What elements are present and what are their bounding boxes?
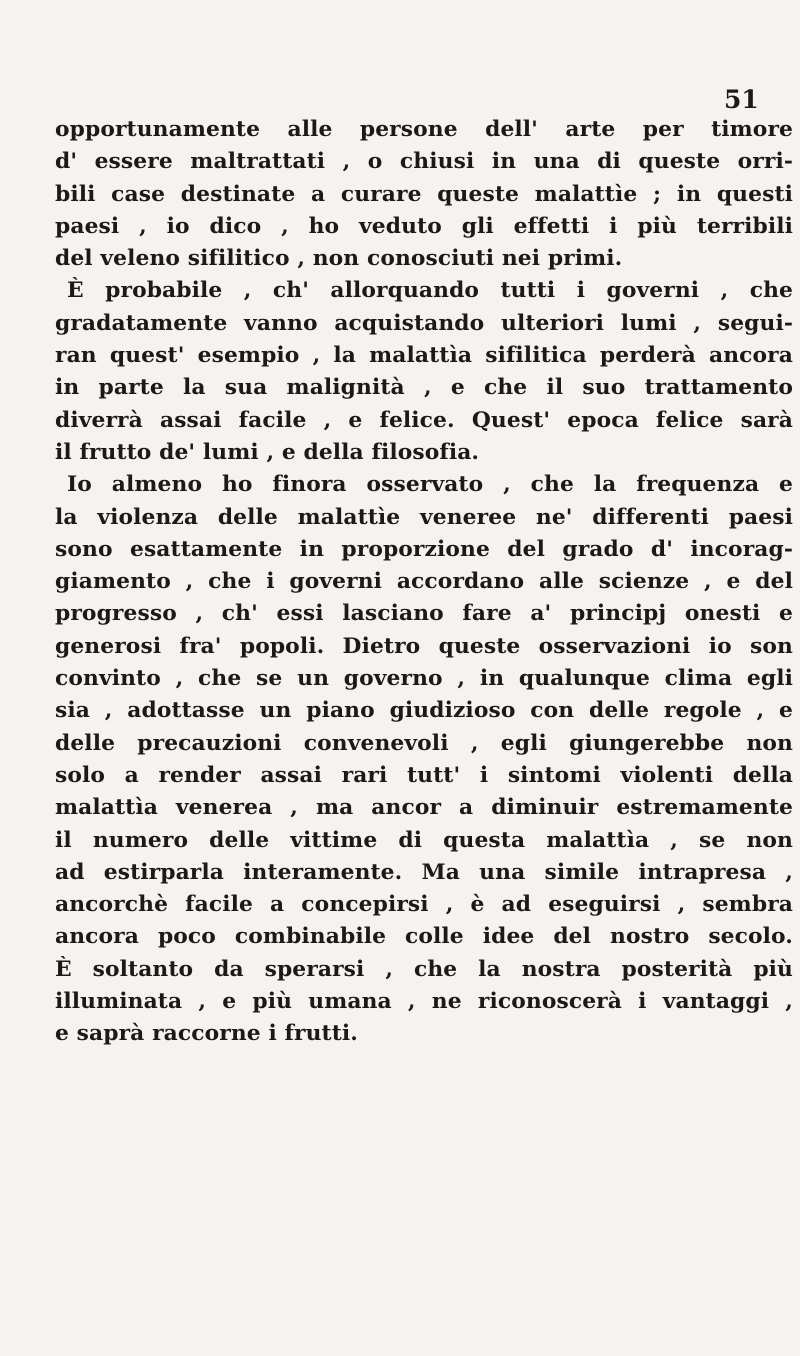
text-line: giamento , che i governi accordano alle scienze , e del <box>55 569 793 595</box>
text-line: malattìa venerea , ma ancor a diminuir estremamente <box>55 795 793 821</box>
text-line: paesi , io dico , ho veduto gli effetti i più terribili <box>55 213 793 239</box>
text-line: generosi fra' popoli. Dietro queste osservazioni io son <box>55 633 793 659</box>
text-line: la violenza delle malattìe veneree ne' differenti paesi <box>55 504 793 530</box>
text-line: d' essere maltrattati , o chiusi in una di queste orri- <box>55 149 793 175</box>
text-line: bili case destinate a curare queste malattìe ; in questi <box>55 181 793 207</box>
text-line: e saprà raccorne i frutti. <box>55 1021 358 1047</box>
text-line: sia , adottasse un piano giudizioso con delle regole , e <box>55 698 793 724</box>
text-line: ancorchè facile a concepirsi , è ad eseguirsi , sembra <box>55 892 793 918</box>
text-line: È soltanto da sperarsi , che la nostra posterità più <box>55 956 793 982</box>
text-line: convinto , che se un governo , in qualunque clima egli <box>55 666 793 692</box>
text-line: ad estirparla interamente. Ma una simile intrapresa , <box>55 859 793 885</box>
text-line: ran quest' esempio , la malattìa sifilitica perderà ancora <box>55 343 793 369</box>
text-line: in parte la sua malignità , e che il suo trattamento <box>55 375 793 401</box>
text-line: del veleno sifilitico , non conosciuti nei primi. <box>55 246 623 272</box>
text-line: il numero delle vittime di questa malattìa , se non <box>55 827 793 853</box>
text-line: È probabile , ch' allorquando tutti i governi , che <box>67 278 793 304</box>
text-line: illuminata , e più umana , ne riconoscerà i vantaggi , <box>55 989 793 1015</box>
text-line: il frutto de' lumi , e della filosofia. <box>55 439 480 465</box>
text-line: opportunamente alle persone dell' arte per timore <box>55 117 793 142</box>
text-line: Io almeno ho finora osservato , che la frequenza e <box>67 472 793 498</box>
page-number: 51 <box>724 85 759 114</box>
text-line: sono esattamente in proporzione del grado d' incorag- <box>55 536 793 562</box>
text-line: progresso , ch' essi lasciano fare a' principj onesti e <box>55 601 793 627</box>
text-line: diverrà assai facile , e felice. Quest' epoca felice sarà <box>55 407 793 433</box>
text-line: ancora poco combinabile colle idee del nostro secolo. <box>55 924 793 950</box>
text-line: gradatamente vanno acquistando ulteriori lumi , segui- <box>55 310 793 336</box>
text-line: solo a render assai rari tutt' i sintomi violenti della <box>55 762 793 788</box>
text-line: delle precauzioni convenevoli , egli giungerebbe non <box>55 730 793 756</box>
body-text <box>55 114 793 1051</box>
